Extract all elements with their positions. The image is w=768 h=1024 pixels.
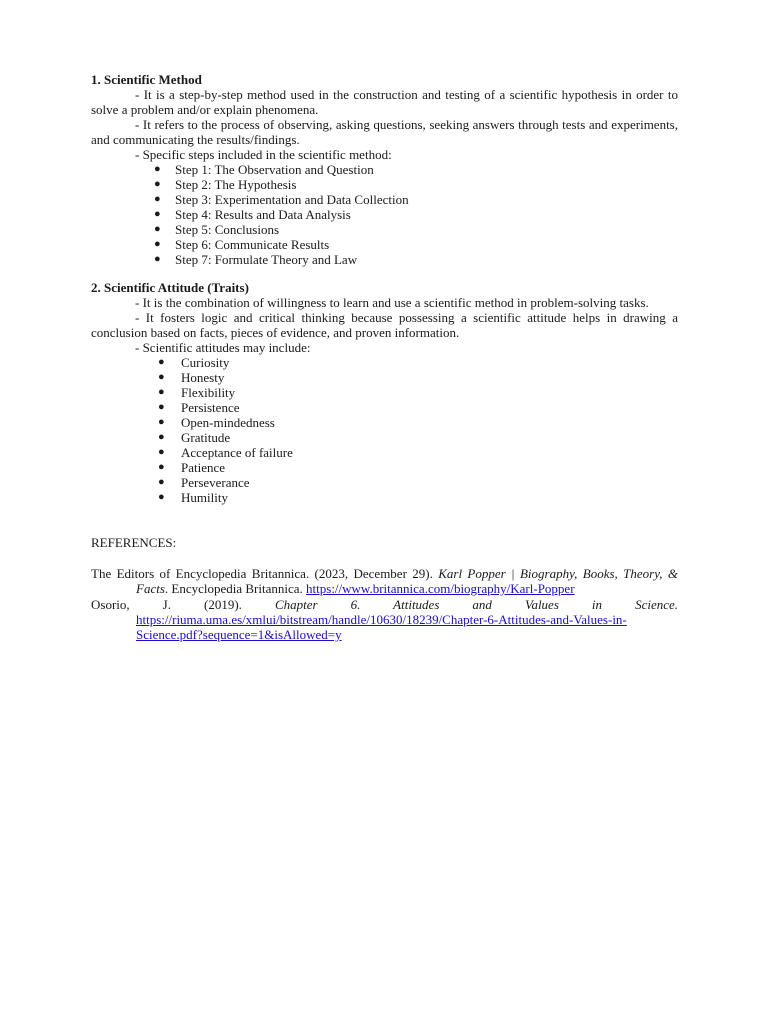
trait-label: Flexibility [181, 385, 236, 400]
trait-label: Curiosity [181, 355, 230, 370]
trait-label: Honesty [181, 370, 225, 385]
bullet-icon: ● [158, 386, 165, 398]
reference-author: The Editors of Encyclopedia Britannica. (2023, December 29). [91, 566, 439, 581]
traits-list [91, 355, 678, 505]
bullet-icon: ● [154, 193, 161, 205]
steps-list [91, 162, 678, 267]
list-item [91, 355, 678, 370]
reference-link[interactable]: https://riuma.uma.es/xmlui/bitstream/handle/10630/18239/Chapter-6-Attitudes-and-Values-in-Science.pdf?sequence=1&isAllowed=y [136, 612, 627, 642]
reference-link[interactable]: https://www.britannica.com/biography/Karl-Popper [306, 581, 575, 596]
reference-publisher: . Encyclopedia Britannica. [164, 581, 307, 596]
step-label: Step 7: Formulate Theory and Law [175, 252, 358, 267]
section-2-traits-intro: - Scientific attitudes may include: [135, 340, 311, 355]
step-label: Step 2: The Hypothesis [175, 177, 297, 192]
list-item [91, 177, 678, 192]
list-item [91, 192, 678, 207]
list-item [91, 162, 678, 177]
list-item [91, 475, 678, 490]
list-item [91, 370, 678, 385]
bullet-icon: ● [158, 401, 165, 413]
trait-label: Perseverance [181, 475, 250, 490]
references-section [91, 535, 678, 642]
bullet-icon: ● [158, 431, 165, 443]
list-item [91, 237, 678, 252]
reference-entry-2 [91, 597, 678, 642]
section-2-heading: 2. Scientific Attitude (Traits) [91, 280, 249, 295]
reference-author: Osorio, J. (2019). [91, 597, 275, 612]
trait-label: Acceptance of failure [181, 445, 293, 460]
step-label: Step 6: Communicate Results [175, 237, 330, 252]
trait-label: Persistence [181, 400, 240, 415]
trait-label: Patience [181, 460, 226, 475]
trait-label: Gratitude [181, 430, 231, 445]
list-item [91, 445, 678, 460]
list-item [91, 430, 678, 445]
bullet-icon: ● [154, 178, 161, 190]
list-item [91, 400, 678, 415]
bullet-icon: ● [158, 476, 165, 488]
section-scientific-method [91, 72, 678, 267]
bullet-icon: ● [158, 446, 165, 458]
trait-label: Open-mindedness [181, 415, 275, 430]
section-1-steps-intro: - Specific steps included in the scientific method: [135, 147, 392, 162]
section-1-heading: 1. Scientific Method [91, 72, 202, 87]
references-heading: REFERENCES: [91, 535, 177, 550]
bullet-icon: ● [154, 223, 161, 235]
trait-label: Humility [181, 490, 228, 505]
reference-title: Karl Popper | Biography, Books, Theory, & Facts [136, 566, 678, 596]
section-2-paragraph-2: - It fosters logic and critical thinking because possessing a scientific attitude helps in drawing a conclusion based on facts, pieces of evidence, and proven information. [91, 310, 678, 340]
list-item [91, 415, 678, 430]
list-item [91, 385, 678, 400]
reference-entry-1 [91, 566, 678, 596]
section-scientific-attitude [91, 280, 678, 505]
list-item [91, 207, 678, 222]
list-item [91, 460, 678, 475]
bullet-icon: ● [158, 416, 165, 428]
step-label: Step 4: Results and Data Analysis [175, 207, 351, 222]
bullet-icon: ● [154, 253, 161, 265]
section-1-paragraph-1: - It is a step-by-step method used in the construction and testing of a scientific hypothesis in order to solve a problem and/or explain phenomena. [91, 87, 678, 117]
bullet-icon: ● [154, 208, 161, 220]
document-page [91, 72, 678, 643]
list-item [91, 490, 678, 505]
bullet-icon: ● [158, 371, 165, 383]
step-label: Step 1: The Observation and Question [175, 162, 374, 177]
bullet-icon: ● [158, 491, 165, 503]
bullet-icon: ● [158, 461, 165, 473]
reference-title: Chapter 6. Attitudes and Values in Science. [274, 597, 679, 612]
bullet-icon: ● [154, 238, 161, 250]
section-2-paragraph-1: - It is the combination of willingness to learn and use a scientific method in problem-solving tasks. [135, 295, 649, 310]
bullet-icon: ● [154, 163, 161, 175]
bullet-icon: ● [158, 356, 165, 368]
list-item [91, 222, 678, 237]
list-item [91, 252, 678, 267]
section-1-paragraph-2: - It refers to the process of observing, asking questions, seeking answers through tests and experiments, and communicating the results/findings. [91, 117, 678, 147]
step-label: Step 5: Conclusions [175, 222, 280, 237]
step-label: Step 3: Experimentation and Data Collection [175, 192, 409, 207]
